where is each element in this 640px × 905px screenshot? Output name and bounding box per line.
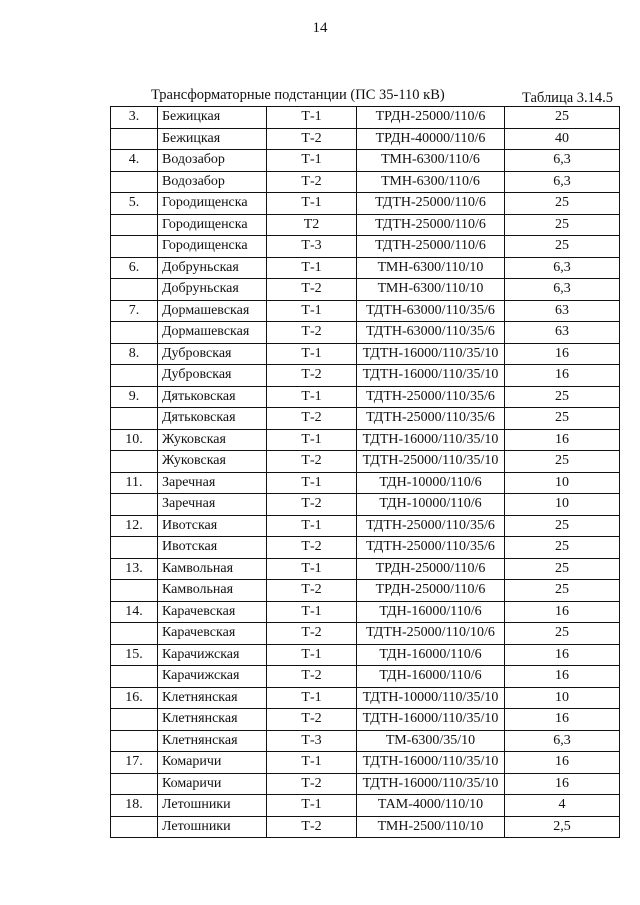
row-number-cell: [111, 365, 158, 387]
row-number-cell: [111, 709, 158, 731]
transformer-id-cell: Т-1: [267, 429, 357, 451]
power-mva-cell: 6,3: [505, 730, 620, 752]
transformer-type-cell: ТРДН-25000/110/6: [357, 107, 505, 129]
power-mva-cell: 63: [505, 300, 620, 322]
substation-name-cell: Ивотская: [158, 537, 267, 559]
table-row: [111, 408, 620, 430]
substation-name-cell: Заречная: [158, 472, 267, 494]
substation-name-cell: Городищенска: [158, 214, 267, 236]
power-mva-cell: 16: [505, 343, 620, 365]
table-row: [111, 795, 620, 817]
transformer-type-cell: ТРДН-25000/110/6: [357, 580, 505, 602]
substation-name-cell: Карачевская: [158, 601, 267, 623]
transformer-type-cell: ТДН-10000/110/6: [357, 494, 505, 516]
transformer-id-cell: Т-2: [267, 773, 357, 795]
power-mva-cell: 25: [505, 193, 620, 215]
row-number-cell: [111, 279, 158, 301]
table-row: [111, 687, 620, 709]
transformer-type-cell: ТРДН-40000/110/6: [357, 128, 505, 150]
transformer-type-cell: ТМН-6300/110/10: [357, 279, 505, 301]
power-mva-cell: 25: [505, 236, 620, 258]
transformer-id-cell: Т-1: [267, 644, 357, 666]
transformer-type-cell: ТДТН-25000/110/6: [357, 214, 505, 236]
row-number-cell: [111, 623, 158, 645]
transformer-type-cell: ТДН-16000/110/6: [357, 666, 505, 688]
substation-name-cell: Жуковская: [158, 451, 267, 473]
transformer-id-cell: Т-1: [267, 472, 357, 494]
row-number-cell: [111, 451, 158, 473]
transformer-id-cell: Т-2: [267, 816, 357, 838]
transformer-id-cell: Т-1: [267, 193, 357, 215]
transformer-type-cell: ТМН-2500/110/10: [357, 816, 505, 838]
substation-name-cell: Добруньская: [158, 257, 267, 279]
power-mva-cell: 10: [505, 687, 620, 709]
substation-name-cell: Клетнянская: [158, 687, 267, 709]
row-number-cell: [111, 322, 158, 344]
substation-name-cell: Водозабор: [158, 171, 267, 193]
transformer-type-cell: ТДТН-25000/110/35/6: [357, 515, 505, 537]
transformer-id-cell: Т-1: [267, 150, 357, 172]
table-row: [111, 623, 620, 645]
power-mva-cell: 10: [505, 494, 620, 516]
transformer-type-cell: ТДТН-25000/110/35/6: [357, 408, 505, 430]
row-number-cell: [111, 666, 158, 688]
row-number-cell: 9.: [111, 386, 158, 408]
transformer-id-cell: Т-1: [267, 107, 357, 129]
transformer-id-cell: Т-1: [267, 257, 357, 279]
transformer-type-cell: ТМН-6300/110/6: [357, 171, 505, 193]
substation-name-cell: Городищенска: [158, 193, 267, 215]
power-mva-cell: 25: [505, 623, 620, 645]
power-mva-cell: 25: [505, 214, 620, 236]
power-mva-cell: 25: [505, 107, 620, 129]
transformer-id-cell: Т-3: [267, 730, 357, 752]
row-number-cell: 18.: [111, 795, 158, 817]
row-number-cell: 17.: [111, 752, 158, 774]
power-mva-cell: 6,3: [505, 150, 620, 172]
table-body: [111, 107, 620, 838]
table-row: [111, 816, 620, 838]
transformer-id-cell: Т-1: [267, 752, 357, 774]
transformer-type-cell: ТДН-16000/110/6: [357, 644, 505, 666]
transformer-id-cell: Т-2: [267, 666, 357, 688]
power-mva-cell: 16: [505, 644, 620, 666]
table-row: [111, 537, 620, 559]
power-mva-cell: 16: [505, 365, 620, 387]
table-row: [111, 558, 620, 580]
table-row: [111, 107, 620, 129]
power-mva-cell: 25: [505, 515, 620, 537]
substation-name-cell: Карачевская: [158, 623, 267, 645]
transformer-id-cell: Т-2: [267, 580, 357, 602]
row-number-cell: 8.: [111, 343, 158, 365]
substation-name-cell: Бежицкая: [158, 107, 267, 129]
transformer-id-cell: Т-1: [267, 795, 357, 817]
transformer-id-cell: Т-1: [267, 386, 357, 408]
substation-name-cell: Дятьковская: [158, 408, 267, 430]
table-row: [111, 236, 620, 258]
row-number-cell: [111, 537, 158, 559]
table-row: [111, 150, 620, 172]
table-row: [111, 279, 620, 301]
row-number-cell: [111, 580, 158, 602]
row-number-cell: [111, 214, 158, 236]
table-row: [111, 365, 620, 387]
transformer-type-cell: ТМ-6300/35/10: [357, 730, 505, 752]
power-mva-cell: 63: [505, 322, 620, 344]
power-mva-cell: 25: [505, 580, 620, 602]
substation-name-cell: Водозабор: [158, 150, 267, 172]
table-row: [111, 322, 620, 344]
transformer-id-cell: Т-2: [267, 365, 357, 387]
table-row: [111, 666, 620, 688]
power-mva-cell: 40: [505, 128, 620, 150]
table-row: [111, 515, 620, 537]
row-number-cell: [111, 236, 158, 258]
power-mva-cell: 25: [505, 537, 620, 559]
transformer-type-cell: ТДТН-25000/110/6: [357, 193, 505, 215]
power-mva-cell: 25: [505, 451, 620, 473]
transformer-type-cell: ТДТН-16000/110/35/10: [357, 709, 505, 731]
substation-name-cell: Комаричи: [158, 752, 267, 774]
row-number-cell: 10.: [111, 429, 158, 451]
substation-name-cell: Камвольная: [158, 580, 267, 602]
transformer-type-cell: ТДТН-25000/110/35/10: [357, 451, 505, 473]
row-number-cell: 11.: [111, 472, 158, 494]
transformer-id-cell: Т-3: [267, 236, 357, 258]
transformer-id-cell: Т-2: [267, 408, 357, 430]
row-number-cell: 14.: [111, 601, 158, 623]
power-mva-cell: 10: [505, 472, 620, 494]
row-number-cell: 13.: [111, 558, 158, 580]
substation-name-cell: Городищенска: [158, 236, 267, 258]
transformer-type-cell: ТДТН-63000/110/35/6: [357, 300, 505, 322]
substation-name-cell: Ивотская: [158, 515, 267, 537]
transformer-type-cell: ТДТН-25000/110/35/6: [357, 386, 505, 408]
table-row: [111, 601, 620, 623]
table-row: [111, 300, 620, 322]
table-row: [111, 752, 620, 774]
power-mva-cell: 16: [505, 752, 620, 774]
substation-name-cell: Дормашевская: [158, 300, 267, 322]
power-mva-cell: 25: [505, 558, 620, 580]
power-mva-cell: 25: [505, 386, 620, 408]
transformer-type-cell: ТДТН-16000/110/35/10: [357, 752, 505, 774]
table-row: [111, 343, 620, 365]
substation-name-cell: Камвольная: [158, 558, 267, 580]
row-number-cell: [111, 816, 158, 838]
table-title: Трансформаторные подстанции (ПС 35-110 кВ): [151, 87, 445, 103]
row-number-cell: [111, 730, 158, 752]
transformer-type-cell: ТДН-10000/110/6: [357, 472, 505, 494]
power-mva-cell: 6,3: [505, 171, 620, 193]
table-row: [111, 472, 620, 494]
transformer-id-cell: Т-1: [267, 300, 357, 322]
power-mva-cell: 16: [505, 601, 620, 623]
transformer-id-cell: Т-1: [267, 343, 357, 365]
row-number-cell: 6.: [111, 257, 158, 279]
transformer-id-cell: Т-1: [267, 558, 357, 580]
power-mva-cell: 25: [505, 408, 620, 430]
transformer-type-cell: ТРДН-25000/110/6: [357, 558, 505, 580]
transformer-id-cell: Т-2: [267, 279, 357, 301]
transformer-id-cell: Т-1: [267, 601, 357, 623]
substation-name-cell: Заречная: [158, 494, 267, 516]
table-row: [111, 730, 620, 752]
substation-name-cell: Клетнянская: [158, 709, 267, 731]
row-number-cell: 7.: [111, 300, 158, 322]
row-number-cell: [111, 408, 158, 430]
row-number-cell: [111, 128, 158, 150]
table-row: [111, 644, 620, 666]
table-row: [111, 193, 620, 215]
substation-name-cell: Летошники: [158, 816, 267, 838]
transformer-id-cell: Т-2: [267, 709, 357, 731]
row-number-cell: 4.: [111, 150, 158, 172]
power-mva-cell: 2,5: [505, 816, 620, 838]
row-number-cell: [111, 494, 158, 516]
substation-name-cell: Бежицкая: [158, 128, 267, 150]
row-number-cell: 12.: [111, 515, 158, 537]
table-row: [111, 171, 620, 193]
substation-name-cell: Карачижская: [158, 644, 267, 666]
substation-name-cell: Дубровская: [158, 365, 267, 387]
power-mva-cell: 6,3: [505, 257, 620, 279]
transformer-type-cell: ТМН-6300/110/6: [357, 150, 505, 172]
transformer-id-cell: Т-2: [267, 494, 357, 516]
substation-name-cell: Летошники: [158, 795, 267, 817]
transformer-id-cell: Т2: [267, 214, 357, 236]
transformer-id-cell: Т-2: [267, 322, 357, 344]
row-number-cell: [111, 773, 158, 795]
substation-name-cell: Дормашевская: [158, 322, 267, 344]
table-row: [111, 580, 620, 602]
table-row: [111, 494, 620, 516]
transformer-id-cell: Т-1: [267, 687, 357, 709]
table-row: [111, 451, 620, 473]
power-mva-cell: 16: [505, 773, 620, 795]
substation-name-cell: Жуковская: [158, 429, 267, 451]
power-mva-cell: 16: [505, 429, 620, 451]
transformer-type-cell: ТДТН-16000/110/35/10: [357, 343, 505, 365]
transformer-type-cell: ТДТН-63000/110/35/6: [357, 322, 505, 344]
transformer-type-cell: ТДТН-16000/110/35/10: [357, 773, 505, 795]
substation-name-cell: Дятьковская: [158, 386, 267, 408]
substation-name-cell: Дубровская: [158, 343, 267, 365]
table-row: [111, 257, 620, 279]
transformer-id-cell: Т-2: [267, 128, 357, 150]
table-row: [111, 128, 620, 150]
table-row: [111, 214, 620, 236]
row-number-cell: 5.: [111, 193, 158, 215]
transformer-type-cell: ТДТН-10000/110/35/10: [357, 687, 505, 709]
row-number-cell: 3.: [111, 107, 158, 129]
substations-table: [110, 106, 620, 838]
transformer-id-cell: Т-2: [267, 171, 357, 193]
table-row: [111, 709, 620, 731]
transformer-type-cell: ТДТН-25000/110/6: [357, 236, 505, 258]
transformer-type-cell: ТДТН-25000/110/10/6: [357, 623, 505, 645]
substation-name-cell: Комаричи: [158, 773, 267, 795]
power-mva-cell: 4: [505, 795, 620, 817]
table-row: [111, 386, 620, 408]
transformer-type-cell: ТДН-16000/110/6: [357, 601, 505, 623]
table-label: Таблица 3.14.5: [522, 90, 614, 106]
transformer-type-cell: ТМН-6300/110/10: [357, 257, 505, 279]
table-row: [111, 773, 620, 795]
transformer-type-cell: ТДТН-25000/110/35/6: [357, 537, 505, 559]
row-number-cell: [111, 171, 158, 193]
substation-name-cell: Клетнянская: [158, 730, 267, 752]
page-number: 14: [312, 20, 328, 36]
transformer-type-cell: ТДТН-16000/110/35/10: [357, 429, 505, 451]
transformer-id-cell: Т-2: [267, 537, 357, 559]
table-row: [111, 429, 620, 451]
transformer-id-cell: Т-1: [267, 515, 357, 537]
row-number-cell: 15.: [111, 644, 158, 666]
substation-name-cell: Карачижская: [158, 666, 267, 688]
transformer-id-cell: Т-2: [267, 451, 357, 473]
row-number-cell: 16.: [111, 687, 158, 709]
transformer-id-cell: Т-2: [267, 623, 357, 645]
substation-name-cell: Добруньская: [158, 279, 267, 301]
power-mva-cell: 16: [505, 666, 620, 688]
transformer-type-cell: ТДТН-16000/110/35/10: [357, 365, 505, 387]
transformer-type-cell: ТАМ-4000/110/10: [357, 795, 505, 817]
power-mva-cell: 6,3: [505, 279, 620, 301]
power-mva-cell: 16: [505, 709, 620, 731]
